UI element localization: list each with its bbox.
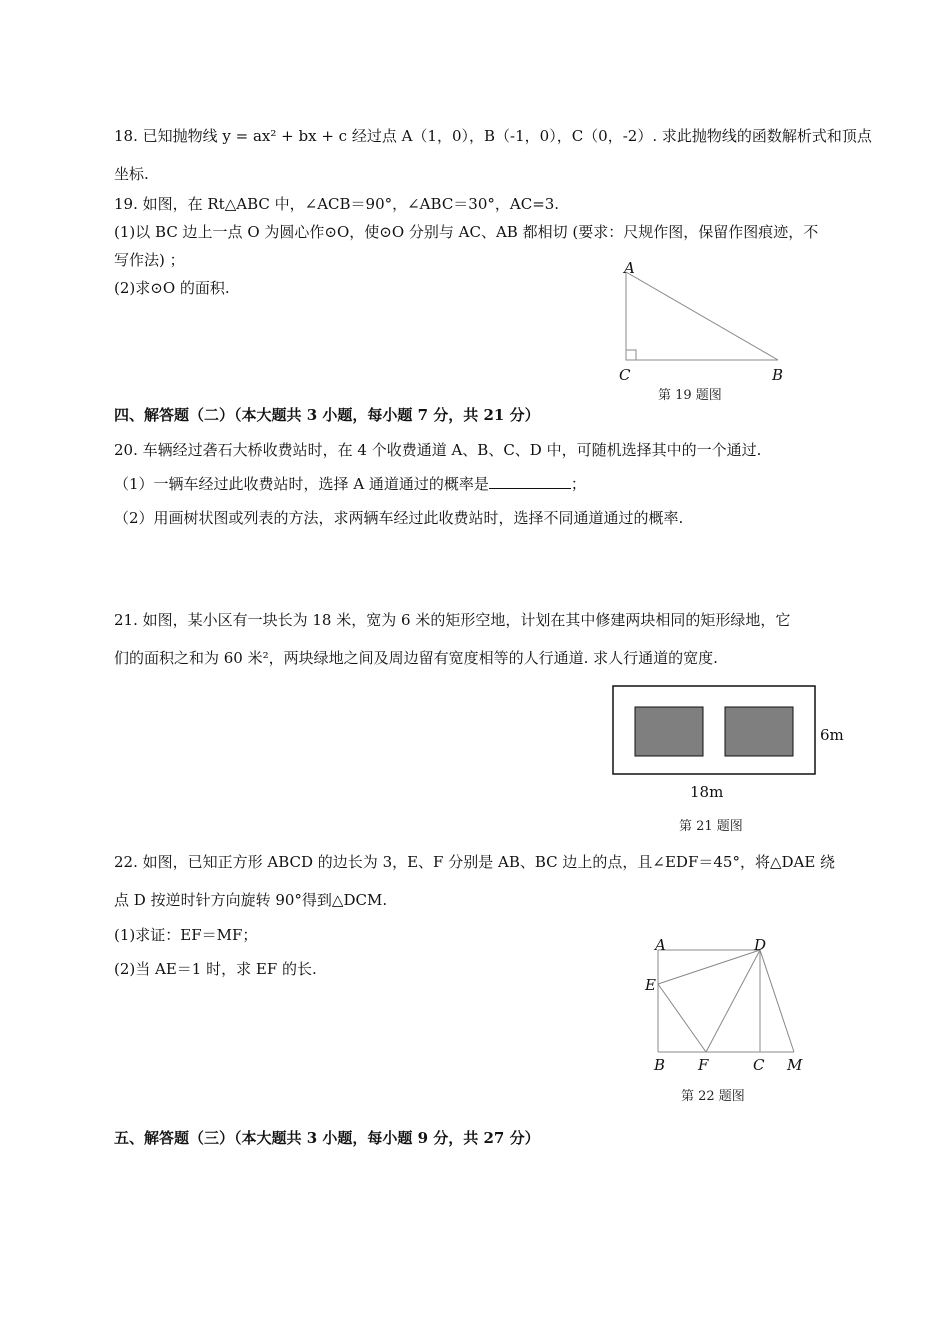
fig22-label-b: B bbox=[654, 1056, 666, 1074]
fig22-label-e: E bbox=[645, 976, 656, 994]
q20-line2 bbox=[114, 474, 586, 494]
green-plot-left bbox=[635, 707, 703, 756]
q22-line3: (1)求证：EF＝MF； bbox=[114, 926, 258, 944]
fig19-label-a: A bbox=[624, 259, 635, 277]
answer-blank[interactable] bbox=[489, 474, 571, 489]
green-plot-right bbox=[725, 707, 793, 756]
q19-line4: (2)求⊙O 的面积. bbox=[114, 279, 230, 297]
fig22-label-m: M bbox=[787, 1056, 803, 1074]
section4-heading: 四、解答题（二）（本大题共 3 小题，每小题 7 分，共 21 分） bbox=[114, 406, 540, 424]
q22-line4: (2)当 AE＝1 时，求 EF 的长. bbox=[114, 960, 317, 978]
q20-line2-prefix: （1）一辆车经过此收费站时，选择 A 通道通过的概率是 bbox=[114, 475, 489, 493]
fig21-height-label: 6m bbox=[820, 726, 844, 744]
q18-line2: 坐标. bbox=[114, 165, 149, 183]
q21-line1: 21. 如图，某小区有一块长为 18 米，宽为 6 米的矩形空地，计划在其中修建两块相同的矩形绿地，它 bbox=[114, 611, 791, 629]
fig21-width-label: 18m bbox=[690, 783, 724, 801]
q19-line2: (1)以 BC 边上一点 O 为圆心作⊙O，使⊙O 分别与 AC、AB 都相切 (要求：尺规作图，保留作图痕迹，不 bbox=[114, 223, 819, 241]
q19-line1: 19. 如图，在 Rt△ABC 中，∠ACB＝90°，∠ABC＝30°，AC=3. bbox=[114, 195, 560, 213]
q20-line3: （2）用画树状图或列表的方法，求两辆车经过此收费站时，选择不同通道通过的概率. bbox=[114, 509, 684, 527]
fig22-label-d: D bbox=[754, 936, 767, 954]
fig19-caption: 第 19 题图 bbox=[658, 388, 722, 403]
fig19-label-c: C bbox=[619, 366, 631, 384]
q22-line2: 点 D 按逆时针方向旋转 90°得到△DCM. bbox=[114, 891, 388, 909]
figure-22-square bbox=[640, 940, 820, 1060]
fig22-label-c: C bbox=[753, 1056, 765, 1074]
q19-line3: 写作法) ； bbox=[114, 251, 185, 269]
fig22-label-a: A bbox=[655, 936, 666, 954]
q20-line1: 20. 车辆经过砻石大桥收费站时，在 4 个收费通道 A、B、C、D 中，可随机选择其中的一个通过. bbox=[114, 441, 762, 459]
fig19-label-b: B bbox=[772, 366, 784, 384]
figure-19-triangle bbox=[610, 262, 810, 382]
q20-line2-suffix: ； bbox=[570, 475, 586, 493]
section5-heading: 五、解答题（三）（本大题共 3 小题，每小题 9 分，共 27 分） bbox=[114, 1129, 540, 1147]
q22-line1: 22. 如图，已知正方形 ABCD 的边长为 3，E、F 分别是 AB、BC 边上的点，且∠EDF＝45°，将△DAE 绕 bbox=[114, 853, 836, 871]
q21-line2: 们的面积之和为 60 米²，两块绿地之间及周边留有宽度相等的人行通道. 求人行通道的宽度. bbox=[114, 649, 718, 667]
q18-line1: 18. 已知抛物线 y = ax² + bx + c 经过点 A（1，0），B（-1，0），C（0，-2）. 求此抛物线的函数解析式和顶点 bbox=[114, 127, 872, 145]
figure-21-plot bbox=[612, 685, 818, 777]
fig22-label-f: F bbox=[698, 1056, 709, 1074]
fig21-caption: 第 21 题图 bbox=[679, 819, 743, 834]
fig22-caption: 第 22 题图 bbox=[681, 1089, 745, 1104]
